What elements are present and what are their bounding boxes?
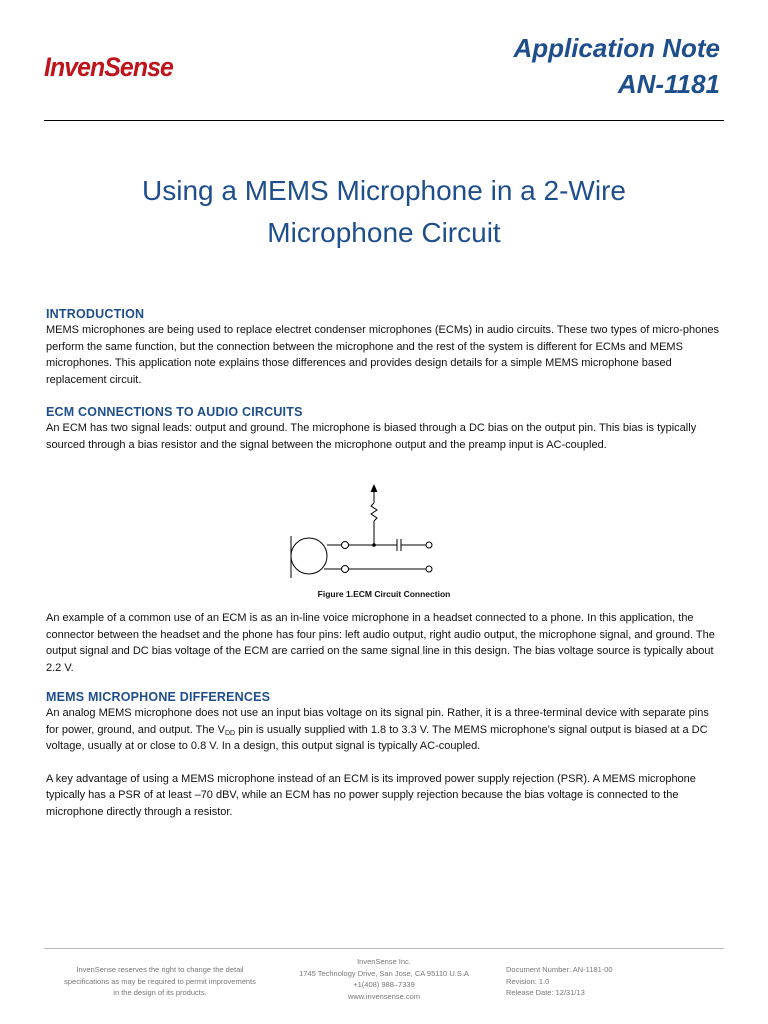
footer-text: Revision: 1.0	[506, 976, 550, 986]
footer-rule	[44, 948, 724, 949]
section-body: An example of a common use of an ECM is as an in-line voice microphone in a headset connected to a phone. In this application, the connector between the headset and the phone has four pins: left audio output, right audio output, the microphone signal, and ground. The output signal and DC bias voltage of the ECM are carried on the same signal line in this design. The bias voltage source is typically about 2.2 V.	[46, 612, 715, 674]
section-body: MEMS microphones are being used to replace electret condenser microphones (ECMs) in audio circuits. These two types of micro-phones perform the same function, but the connection between the microphone and the rest of the system is different for ECMs and MEMS microphones. This application note explains those differences and provides design details for a simple MEMS microphone based replacement circuit.	[46, 324, 719, 386]
figure-caption: Figure 1.ECM Circuit Connection	[317, 589, 451, 599]
section-heading: INTRODUCTION	[46, 307, 145, 321]
footer-text: in the design of its products.	[113, 988, 207, 997]
doc-type: Application Note	[513, 33, 720, 63]
footer-text: InvenSense reserves the right to change the detail	[76, 965, 244, 974]
section-body	[46, 705, 722, 755]
doc-id: AN-1181	[617, 69, 720, 99]
footer-text: Document Number: AN-1181-00	[506, 965, 613, 974]
section-heading: ECM CONNECTIONS TO AUDIO CIRCUITS	[46, 405, 303, 419]
body-text-1: An analog MEMS microphone does not use an input bias voltage on its signal pin. Rather, it is a three-terminal device with separate pins for power, ground, and output. The V	[46, 707, 709, 736]
bias-supply-arrow	[371, 484, 378, 492]
footer-disclaimer	[40, 964, 280, 999]
page-title	[44, 170, 724, 254]
footer-link[interactable]: www.invensense.com	[347, 991, 421, 1001]
ground-out-terminal	[426, 566, 432, 572]
section-heading: MEMS MICROPHONE DIFFERENCES	[46, 690, 271, 704]
junction-dot	[372, 543, 376, 547]
preamp-terminal	[426, 542, 432, 548]
section-body-2: A key advantage of using a MEMS microphone instead of an ECM is its improved power supply rejection (PSR). A MEMS microphone typically has a PSR of at least –70 dBV, while an ECM has no power supply rejection because the bias voltage is connected to the microphone directly through a resistor.	[46, 772, 696, 818]
section-body: An ECM has two signal leads: output and ground. The microphone is biased through a DC bias on the output pin. This bias is typically sourced through a bias resistor and the signal between the microphone output and the preamp input is AC-coupled.	[46, 422, 697, 451]
section-mems-differences	[46, 689, 722, 820]
invensense-logo: InvenSense	[44, 52, 173, 82]
title-line-1: Using a MEMS Microphone in a 2-Wire	[142, 175, 626, 206]
section-ecm-connections	[46, 404, 722, 453]
footer-text: specifications as may be required to permit improvements	[64, 976, 256, 986]
footer-text: +1(408) 988–7339	[353, 980, 415, 989]
footer-text: 1745 Technology Drive, San Jose, CA 95110 U.S.A	[299, 968, 469, 978]
doc-header	[513, 30, 720, 102]
bias-resistor	[371, 503, 377, 521]
mic-capsule	[291, 538, 327, 574]
title-line-2: Microphone Circuit	[267, 217, 501, 248]
header-rule	[44, 120, 724, 121]
body-text-2: pin is usually supplied with 1.8 to 3.3 V. The MEMS microphone’s signal output is biased at a DC voltage, usually at or close to 0.8 V. In a design, this output signal is typically AC-coupled.	[46, 723, 708, 752]
footer-text: Release Date: 12/31/13	[506, 988, 585, 997]
section-ecm-example	[46, 610, 722, 676]
ground-terminal	[342, 566, 349, 573]
footer-text: InvenSense Inc.	[357, 957, 411, 966]
ecm-circuit-diagram	[280, 480, 440, 580]
section-introduction	[46, 306, 722, 388]
vdd-subscript: DD	[224, 729, 236, 737]
footer-company	[284, 956, 484, 1002]
footer-doc-info	[506, 964, 706, 999]
output-terminal	[342, 542, 349, 549]
